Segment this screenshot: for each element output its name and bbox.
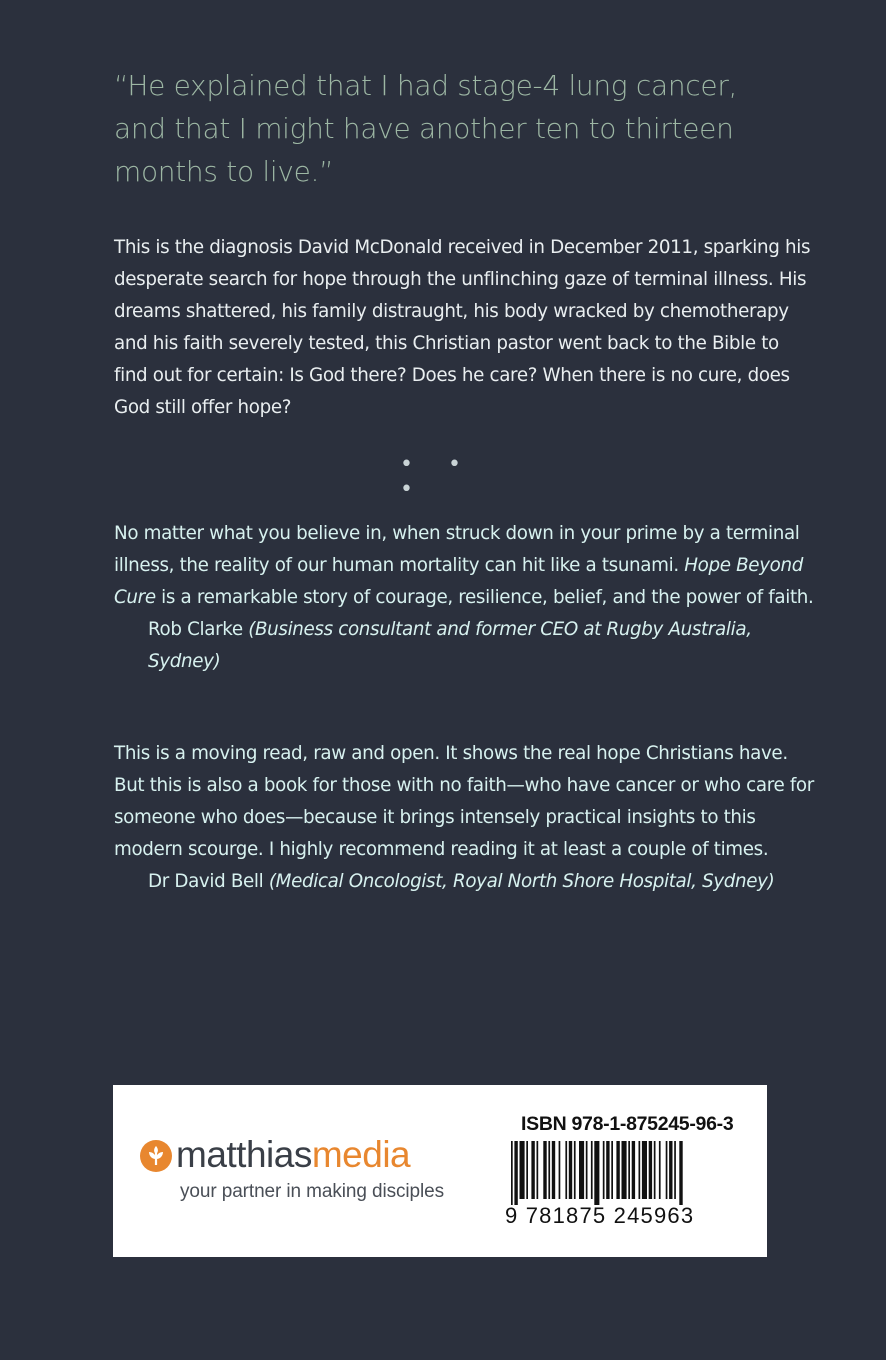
endorser-role: (Business consultant and former CEO at Rugby Australia, Sydney) <box>148 619 752 672</box>
barcode-bar <box>569 1141 572 1199</box>
pull-quote: “He explained that I had stage-4 lung cancer, and that I might have another ten to thirteen months to live.” <box>114 69 738 188</box>
barcode-bar <box>666 1141 668 1199</box>
barcode-digits: 9 781875 245963 <box>505 1203 695 1228</box>
barcode-bar <box>526 1141 528 1199</box>
section-separator: • • • <box>400 452 475 502</box>
barcode-bar <box>632 1141 635 1199</box>
barcode-bar <box>586 1141 588 1199</box>
barcode-bar <box>591 1141 593 1199</box>
endorsement-2 <box>114 738 814 898</box>
endorsement-text: No matter what you believe in, when struck down in your prime by a terminal illness, the reality of our human mortality can hit like a tsunami. Hope Beyond Cure is a remarkable story of courage, resilience, belief, and the power of faith. <box>114 523 814 608</box>
isbn-label: ISBN 978-1-875245-96-3 <box>521 1113 734 1135</box>
barcode-bar <box>543 1141 546 1199</box>
barcode-bar <box>520 1141 525 1199</box>
endorsement-attribution <box>114 866 814 898</box>
publisher-tagline: your partner in making disciples <box>180 1181 444 1202</box>
barcode-bar <box>659 1141 661 1199</box>
barcode-bar <box>552 1141 555 1199</box>
barcode-bar <box>511 1141 513 1205</box>
publisher-logo-text: matthiasmedia <box>176 1134 411 1175</box>
barcode-bar <box>559 1141 561 1199</box>
endorser-role: (Medical Oncologist, Royal North Shore Hospital, Sydney) <box>268 871 775 892</box>
barcode-bar <box>679 1141 682 1205</box>
barcode-bar <box>531 1141 534 1199</box>
barcode-bar <box>674 1141 676 1199</box>
barcode-bar <box>579 1141 584 1199</box>
barcode-bar <box>642 1141 647 1199</box>
barcode <box>505 1141 745 1205</box>
leaf-logo-icon <box>140 1140 172 1172</box>
barcode-bar <box>649 1141 652 1199</box>
book-description: This is the diagnosis David McDonald received in December 2011, sparking his desperate search for hope through the unflinching gaze of terminal illness. His dreams shattered, his family distraught, his body wracked by chemotherapy and his faith severely tested, this Christian pastor went back to the Bible to find out for certain: Is God there? Does he care? When there is no cure, does God still offer hope? <box>114 237 811 418</box>
barcode-bar <box>606 1141 609 1199</box>
barcode-bar <box>603 1141 605 1199</box>
barcode-bar <box>611 1141 613 1199</box>
barcode-bar <box>594 1141 599 1205</box>
barcode-bar <box>537 1141 539 1199</box>
barcode-bar <box>654 1141 656 1199</box>
barcode-bar <box>574 1141 576 1199</box>
barcode-bar <box>616 1141 619 1199</box>
endorsement-1 <box>114 518 814 678</box>
barcode-bar <box>639 1141 641 1199</box>
barcode-bar <box>565 1141 567 1199</box>
barcode-bar <box>622 1141 627 1199</box>
book-title-italic: Hope Beyond Cure <box>114 555 803 608</box>
barcode-bar <box>514 1141 517 1205</box>
barcode-bar <box>548 1141 550 1199</box>
endorsement-attribution <box>114 614 814 678</box>
barcode-bar <box>628 1141 630 1199</box>
endorser-name: Rob Clarke <box>148 619 249 640</box>
endorser-name: Dr David Bell <box>148 871 269 892</box>
endorsement-text: This is a moving read, raw and open. It shows the real hope Christians have. But this is also a book for those with no faith—who have cancer or who care for someone who does—because it brings intensely practical insights to this modern scourge. I highly recommend reading it at least a couple of times. <box>114 743 814 860</box>
publisher-barcode-panel <box>113 1085 767 1257</box>
barcode-bar <box>669 1141 672 1199</box>
